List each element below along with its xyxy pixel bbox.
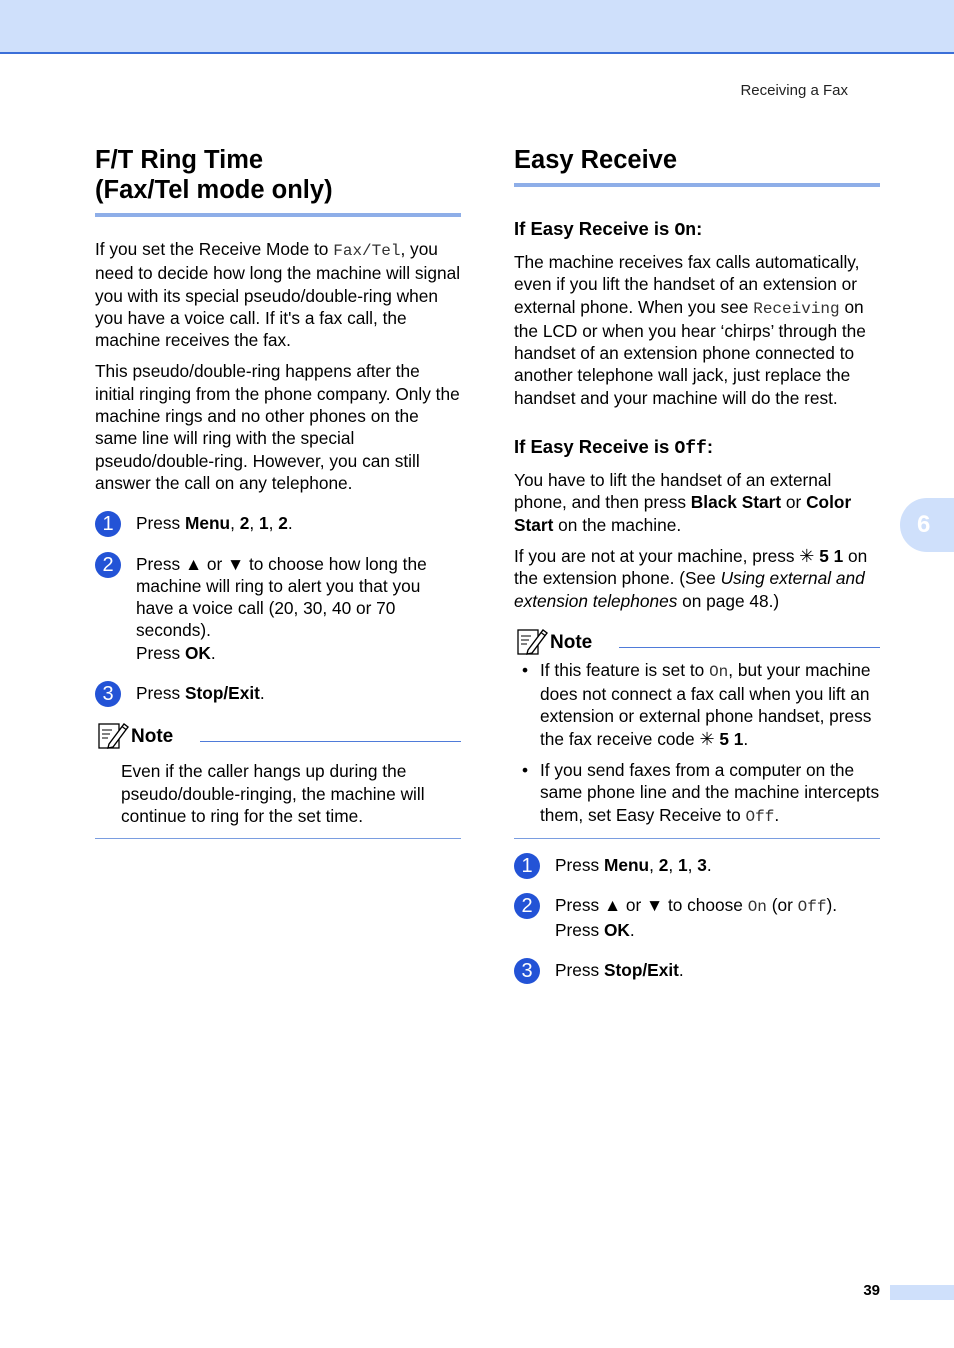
page-number: 39: [863, 1282, 880, 1299]
key-color-start: Color Start: [514, 492, 852, 535]
text: Press ▲ or ▼ to choose: [555, 895, 748, 916]
step-number-badge: 2: [514, 893, 540, 919]
text: ,: [668, 854, 678, 875]
text: Press: [555, 854, 604, 875]
er-step-3: [514, 959, 880, 981]
section-title-ft-ring-time: [95, 140, 461, 217]
text: ,: [230, 513, 240, 534]
text: If Easy Receive is: [514, 436, 675, 458]
mode-value: Fax/Tel: [333, 242, 401, 260]
key-ok: OK: [184, 642, 211, 663]
text: ,: [249, 513, 259, 534]
text: Press: [555, 959, 604, 980]
ft-intro-paragraph: [95, 238, 461, 351]
text: :: [696, 218, 703, 239]
text: , but your machine does not connect a fax call when you lift an extension or external phone handset, press the fax receive code: [540, 659, 872, 749]
text: If this feature is set to: [540, 659, 710, 680]
easy-receive-note: [514, 626, 880, 839]
text: on the extension phone. (See: [514, 545, 868, 589]
cross-reference: Using external and extension telephones: [514, 568, 865, 611]
key-menu: Menu: [603, 854, 650, 875]
key: 1: [258, 513, 269, 534]
text: .: [629, 919, 635, 940]
text: Press: [136, 513, 185, 534]
text: The machine receives fax calls automatically, even if you lift the handset of an extension or external phone. When you see: [514, 252, 860, 317]
note-header: [514, 626, 880, 656]
code: 5 1: [819, 545, 844, 566]
key: 2: [278, 513, 288, 534]
asterisk-key-icon: ✳: [699, 728, 715, 749]
easy-receive-off-paragraph-1: [514, 469, 880, 536]
step-number-badge: 2: [95, 552, 121, 578]
ft-note: [95, 720, 461, 839]
ft-detail-paragraph: This pseudo/double-ring happens after the initial ringing from the phone company. Only the machine rings and no other phones on the same line will ring with the special pseudo/double-ring. However, you can still answer the call on any telephone.: [95, 361, 460, 493]
value-on: On: [674, 221, 697, 241]
text: :: [706, 436, 714, 458]
step-number-badge: 3: [514, 958, 540, 984]
text: If you are not at your machine, press: [514, 545, 800, 566]
value-off: Off: [797, 898, 827, 917]
text: on the machine.: [553, 514, 682, 535]
text: on the LCD or when you hear ‘chirps’ through the handset of an extension phone connected to another telephone wall jack, just replace the handset and your machine will do the rest.: [514, 296, 866, 408]
text: on page 48.): [677, 590, 780, 611]
title-line-2: (Fax/Tel mode only): [95, 176, 333, 204]
page-number-band: [890, 1285, 954, 1300]
text: ,: [649, 854, 659, 875]
running-header: Receiving a Fax: [740, 82, 848, 99]
key: 3: [697, 854, 707, 875]
subheading-easy-receive-on: [514, 217, 880, 243]
right-column: [514, 140, 880, 981]
key-menu: Menu: [184, 513, 231, 534]
key: 1: [677, 854, 688, 875]
text: If you send faxes from a computer on the same phone line and the machine intercepts them, set Easy Receive to: [540, 760, 880, 825]
asterisk-key-icon: ✳: [799, 545, 815, 566]
note-bullets: [514, 659, 880, 828]
ft-step-1: [95, 512, 461, 534]
step-number-badge: 3: [95, 681, 121, 707]
er-step-2: [514, 894, 880, 941]
text: Press: [136, 642, 185, 663]
note-body: Even if the caller hangs up during the pseudo/double-ringing, the machine will continue to ring for the set time.: [121, 761, 425, 826]
title-line-1: F/T Ring Time: [95, 146, 264, 174]
key-stop-exit: Stop/Exit: [184, 683, 260, 704]
top-banner: [0, 0, 954, 54]
value-on: On: [747, 898, 767, 917]
code: 5 1: [719, 728, 744, 749]
subheading-easy-receive-off: [514, 435, 880, 461]
text: Press: [136, 683, 185, 704]
note-header: [95, 720, 461, 750]
text: You have to lift the handset of an external phone, and then press: [514, 470, 832, 513]
text: , you need to decide how long the machine will signal you with its special pseudo/double-ring when you have a voice call. If it's a fax call, the machine receives the fax.: [95, 239, 461, 351]
note-pencil-icon: [97, 720, 129, 750]
text: If you set the Receive Mode to: [95, 239, 334, 259]
text: ,: [268, 513, 279, 534]
text: or: [781, 492, 807, 513]
value-off: Off: [674, 439, 707, 460]
key: 2: [239, 513, 250, 534]
key-stop-exit: Stop/Exit: [603, 959, 679, 980]
text: ).: [826, 895, 838, 916]
text: .: [287, 513, 293, 534]
chapter-tab: 6: [900, 498, 954, 552]
note-pencil-icon: [516, 626, 548, 656]
text: (or: [766, 895, 798, 916]
text: Press: [555, 919, 604, 940]
text: If Easy Receive is: [514, 218, 675, 239]
key-ok: OK: [603, 919, 630, 940]
text: Press ▲ or ▼ to choose how long the machine will ring to alert you that you have a voice call (20, 30, 40 or 70 seconds).: [136, 553, 427, 641]
left-column: [95, 140, 461, 839]
note-rule: [619, 647, 880, 648]
note-rule: [200, 741, 461, 742]
ft-step-2: [95, 553, 461, 664]
text: .: [706, 854, 712, 875]
text: .: [774, 804, 780, 825]
step-number-badge: 1: [514, 853, 540, 879]
note-bullet-2: [514, 759, 880, 828]
ft-step-3: [95, 682, 461, 704]
note-bullet-1: [514, 659, 880, 750]
text: .: [210, 642, 216, 663]
step-number-badge: 1: [95, 511, 121, 537]
section-title-easy-receive: Easy Receive: [514, 140, 880, 187]
easy-receive-on-paragraph: [514, 251, 880, 409]
value-on: On: [709, 662, 729, 681]
easy-receive-off-paragraph-2: [514, 545, 880, 612]
key: 2: [658, 854, 669, 875]
text: .: [259, 683, 265, 704]
text: .: [743, 728, 749, 749]
lcd-receiving: Receiving: [753, 299, 840, 318]
key-black-start: Black Start: [690, 492, 782, 513]
text: ,: [687, 854, 698, 875]
note-title: Note: [550, 631, 593, 653]
note-title: Note: [131, 726, 174, 748]
value-off: Off: [745, 807, 775, 826]
text: .: [678, 959, 684, 980]
er-step-1: [514, 854, 880, 876]
